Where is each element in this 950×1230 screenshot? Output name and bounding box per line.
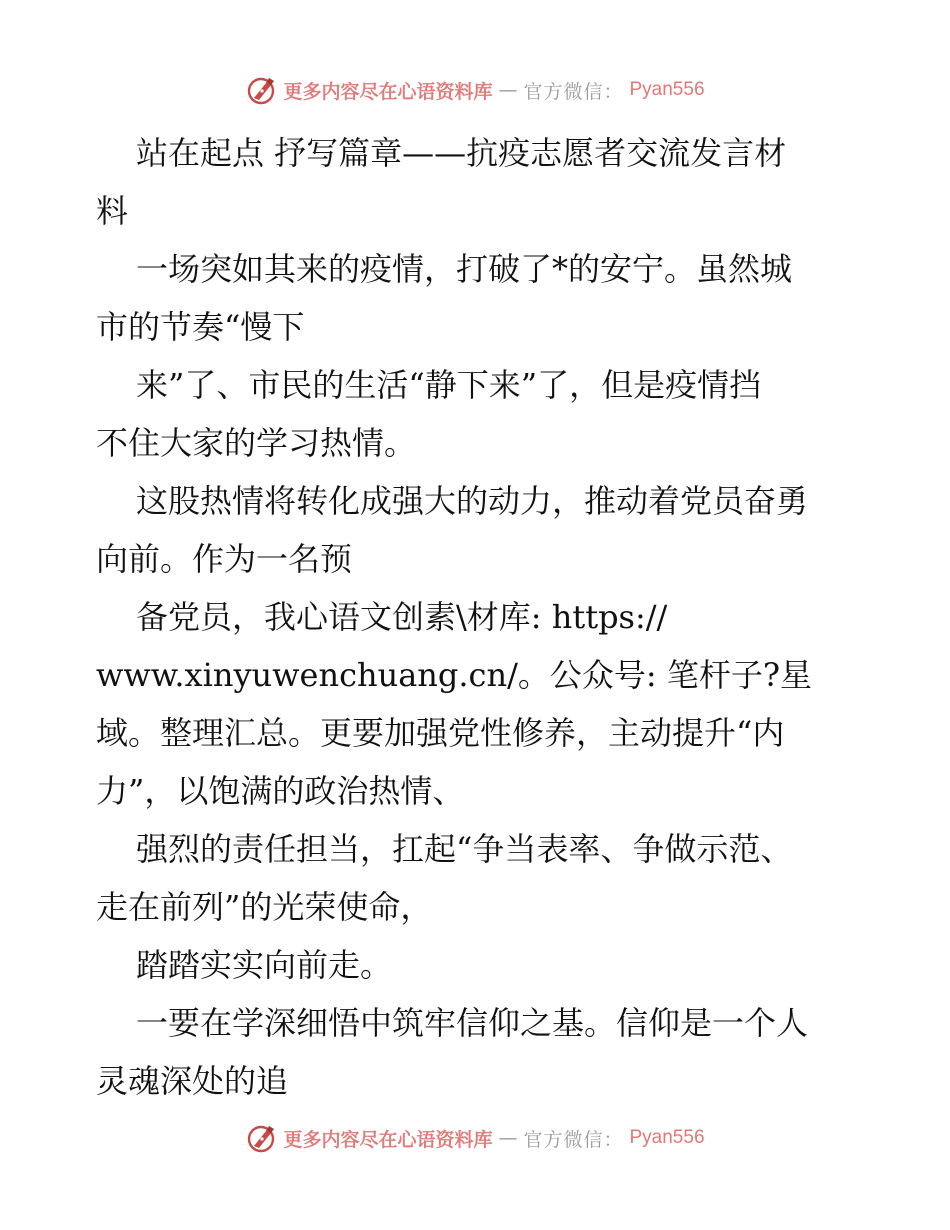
- doc-line: 踏踏实实向前走。: [136, 946, 393, 984]
- doc-line: 市的节奏“慢下: [96, 308, 305, 346]
- banner-separator: —: [498, 1127, 518, 1149]
- doc-line-url: www.xinyuwenchuang.cn/。公众号: 笔杆子?星: [96, 656, 812, 694]
- banner-slogan: 更多内容尽在心语资料库: [283, 80, 493, 103]
- document-body: [96, 124, 866, 1110]
- footer-banner-content: [245, 1122, 704, 1154]
- doc-line: 这股热情将转化成强大的动力，推动着党员奋勇: [136, 482, 809, 520]
- pen-nib-logo-icon: [245, 74, 277, 106]
- doc-line: 一要在学深细悟中筑牢信仰之基。信仰是一个人: [136, 1004, 809, 1042]
- doc-line: 域。整理汇总。更要加强党性修养，主动提升“内: [96, 714, 785, 752]
- banner-separator: —: [498, 79, 518, 101]
- doc-line: 备党员，我心语文创素\材库: https://: [136, 598, 668, 636]
- banner-wechat-id: Pyan556: [629, 1127, 705, 1148]
- doc-line-title: 站在起点 抒写篇章——抗疫志愿者交流发言材: [136, 134, 787, 172]
- header-banner-content: [245, 74, 704, 106]
- doc-line: 灵魂深处的追: [96, 1062, 289, 1100]
- footer-banner: [0, 1116, 950, 1160]
- doc-line: 来”了、市民的生活“静下来”了，但是疫情挡: [136, 366, 762, 404]
- banner-wechat-label: 官方微信：: [523, 1128, 624, 1151]
- banner-slogan: 更多内容尽在心语资料库: [283, 1128, 493, 1151]
- doc-line: 一场突如其来的疫情，打破了*的安宁。虽然城: [136, 250, 793, 288]
- banner-wechat-id: Pyan556: [629, 79, 705, 100]
- doc-line: 向前。作为一名预: [96, 540, 353, 578]
- pen-nib-logo-icon: [245, 1122, 277, 1154]
- doc-line: 力”，以饱满的政治热情、: [96, 772, 465, 810]
- doc-line: 不住大家的学习热情。: [96, 424, 417, 462]
- doc-line: 料: [96, 192, 129, 230]
- header-banner: [0, 68, 950, 112]
- banner-wechat-label: 官方微信：: [523, 80, 624, 103]
- doc-line: 强烈的责任担当，扛起“争当表率、争做示范、: [136, 830, 793, 868]
- doc-line: 走在前列”的光荣使命，: [96, 888, 433, 926]
